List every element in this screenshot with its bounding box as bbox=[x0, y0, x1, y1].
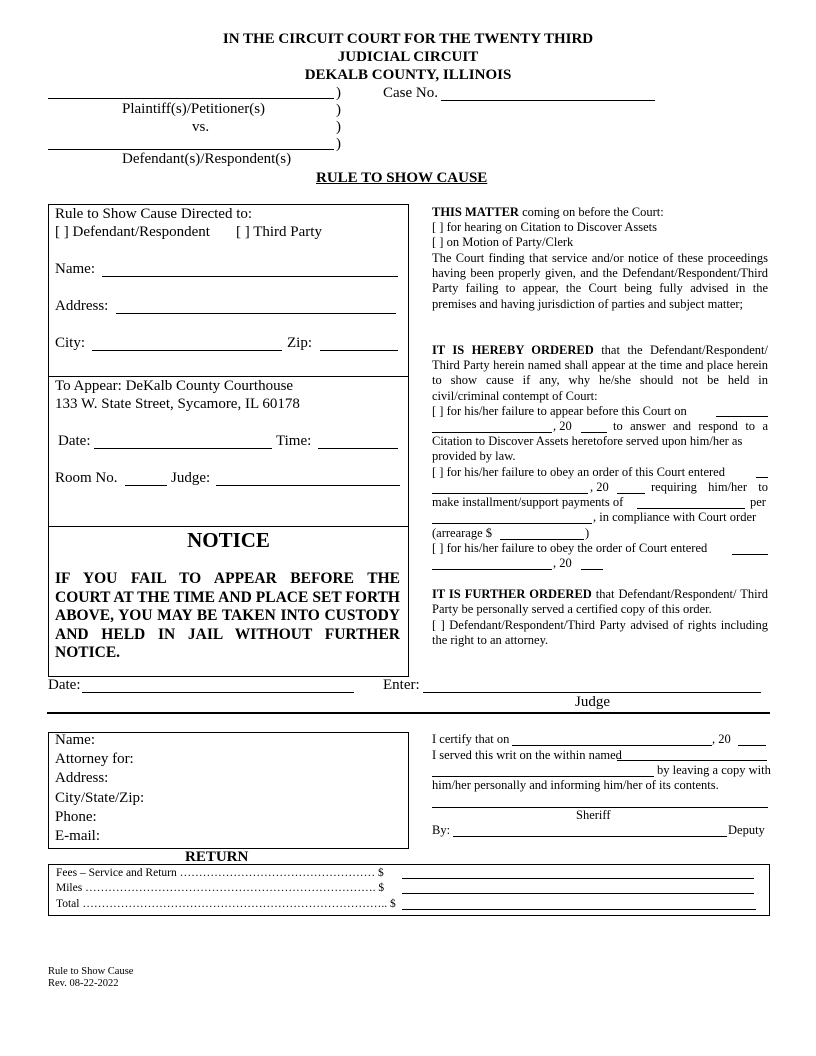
served-name-line-2[interactable] bbox=[432, 776, 654, 777]
form-title: RULE TO SHOW CAUSE bbox=[316, 170, 488, 186]
certify-label: I certify that on bbox=[432, 732, 510, 746]
fail-obey-date-line[interactable] bbox=[432, 493, 588, 494]
section-divider bbox=[47, 712, 770, 714]
fees-amount-line[interactable] bbox=[402, 878, 754, 879]
sheriff-label: Sheriff bbox=[576, 808, 611, 822]
defendant-line[interactable] bbox=[48, 149, 334, 150]
checkbox-fail-obey[interactable]: [ ] for his/her failure to obey an order of this Court entered bbox=[432, 465, 725, 479]
case-no-label: Case No. bbox=[383, 85, 438, 101]
to-answer: to answer and respond to a bbox=[613, 419, 768, 433]
divider-2 bbox=[48, 526, 409, 527]
judge-signature-line[interactable] bbox=[423, 692, 761, 693]
certify-date-line[interactable] bbox=[512, 745, 712, 746]
year-line-3[interactable] bbox=[581, 569, 603, 570]
attorney-address-label: Address: bbox=[55, 770, 109, 786]
certify-year-line[interactable] bbox=[738, 745, 766, 746]
miles-label: Miles …………………………………………………………………. bbox=[56, 882, 376, 894]
plaintiff-line[interactable] bbox=[48, 98, 334, 99]
total-dollar: $ bbox=[389, 898, 396, 910]
served-name-line[interactable] bbox=[617, 760, 767, 761]
checkbox-motion[interactable]: [ ] on Motion of Party/Clerk bbox=[432, 235, 574, 249]
fail-appear-date-line[interactable] bbox=[716, 416, 768, 417]
address-label: Address: bbox=[55, 298, 109, 314]
fail-appear-date-line-2[interactable] bbox=[432, 432, 552, 433]
compliance-text: , in compliance with Court order bbox=[593, 510, 757, 524]
zip-label: Zip: bbox=[287, 335, 312, 351]
hereby-ordered-rest: that the Defendant/Respondent/ Third Party herein named shall appear at the time and place herein to show cause if any, why he/she should not be held in civil/criminal contempt of Court: bbox=[432, 343, 769, 403]
checkbox-advised[interactable]: [ ] Defendant/Respondent/Third Party advised of rights including the right to an attorney. bbox=[432, 618, 768, 648]
checkbox-fail-appear[interactable]: [ ] for his/her failure to appear before this Court on bbox=[432, 404, 687, 418]
return-row bbox=[56, 866, 384, 881]
further-ordered-rest: that Defendant/Respondent/ Third Party be personally served a certified copy of this order. bbox=[432, 587, 768, 617]
arrearage-close: ) bbox=[585, 526, 590, 540]
checkbox-defendant[interactable]: [ ] Defendant/Respondent bbox=[55, 224, 210, 240]
return-row bbox=[56, 881, 384, 896]
attorney-name-label: Name: bbox=[55, 732, 95, 748]
judge-line[interactable] bbox=[216, 485, 400, 486]
time-label: Time: bbox=[276, 433, 312, 449]
courthouse-address: 133 W. State Street, Sycamore, IL 60178 bbox=[55, 396, 300, 412]
fail-obey-2-line[interactable] bbox=[732, 554, 768, 555]
court-title-line1: IN THE CIRCUIT COURT FOR THE TWENTY THIRD bbox=[222, 31, 594, 47]
court-title-line3: DEKALB COUNTY, ILLINOIS bbox=[304, 67, 512, 83]
per-label: per bbox=[750, 495, 766, 509]
arrearage-line[interactable] bbox=[500, 539, 584, 540]
enter-label: Enter: bbox=[383, 677, 420, 693]
vs-label: vs. bbox=[192, 119, 210, 135]
directed-label: Rule to Show Cause Directed to: bbox=[55, 206, 253, 222]
date-line[interactable] bbox=[94, 448, 272, 449]
return-row bbox=[56, 897, 396, 912]
miles-dollar: $ bbox=[378, 882, 385, 894]
sign-date-line[interactable] bbox=[82, 692, 354, 693]
fail-obey-2-date-line[interactable] bbox=[432, 569, 552, 570]
time-line[interactable] bbox=[318, 448, 398, 449]
name-line[interactable] bbox=[102, 276, 398, 277]
by-label: By: bbox=[432, 823, 451, 837]
further-ordered bbox=[432, 587, 768, 617]
make-payments: make installment/support payments of bbox=[432, 495, 624, 509]
leaving-copy: by leaving a copy with bbox=[657, 763, 771, 777]
sign-date-label: Date: bbox=[48, 677, 81, 693]
year-line-2[interactable] bbox=[617, 493, 645, 494]
checkbox-third-party[interactable]: [ ] Third Party bbox=[236, 224, 322, 240]
this-matter-bold: THIS MATTER bbox=[432, 205, 519, 219]
total-amount-line[interactable] bbox=[402, 909, 756, 910]
attorney-city-label: City/State/Zip: bbox=[55, 790, 145, 806]
miles-amount-line[interactable] bbox=[402, 893, 754, 894]
served-label: I served this writ on the within named bbox=[432, 748, 622, 762]
checkbox-hearing[interactable]: [ ] for hearing on Citation to Discover Assets bbox=[432, 220, 657, 234]
judge-label: Judge: bbox=[171, 470, 211, 486]
paren-4: ) bbox=[336, 136, 341, 152]
arrearage-label: (arrearage $ bbox=[432, 526, 493, 540]
case-no-line[interactable] bbox=[441, 100, 655, 101]
hereby-ordered bbox=[432, 343, 768, 404]
certify-twenty: , 20 bbox=[712, 732, 731, 746]
judge-caption: Judge bbox=[575, 694, 610, 710]
city-line[interactable] bbox=[92, 350, 282, 351]
payment-amount-line[interactable] bbox=[637, 508, 745, 509]
room-label: Room No. bbox=[55, 470, 118, 486]
requiring-text: requiring him/her to bbox=[651, 480, 768, 494]
deputy-label: Deputy bbox=[728, 823, 765, 837]
this-matter-rest: coming on before the Court: bbox=[522, 205, 664, 219]
zip-line[interactable] bbox=[320, 350, 398, 351]
total-label: Total …………………………………………………………………….. bbox=[56, 898, 388, 910]
paren-3: ) bbox=[336, 119, 341, 135]
footer-revision: Rev. 08-22-2022 bbox=[48, 978, 119, 989]
paren-2: ) bbox=[336, 102, 341, 118]
checkbox-fail-obey-2[interactable]: [ ] for his/her failure to obey the order of Court entered bbox=[432, 541, 708, 555]
address-line[interactable] bbox=[116, 313, 396, 314]
attorney-email-label: E-mail: bbox=[55, 828, 100, 844]
year-line-1[interactable] bbox=[581, 432, 607, 433]
room-line[interactable] bbox=[125, 485, 167, 486]
notice-title: NOTICE bbox=[187, 528, 270, 552]
plaintiff-label: Plaintiff(s)/Petitioner(s) bbox=[122, 101, 266, 117]
hereby-ordered-bold: IT IS HEREBY ORDERED bbox=[432, 343, 594, 357]
finding-text: The Court finding that service and/or notice of these proceedings having been properly given, and the Defendant/Respondent/Third Party failing to appear, the Court being fully advised in the premises and having jurisdiction of parties and subject matter; bbox=[432, 251, 768, 311]
attorney-phone-label: Phone: bbox=[55, 809, 97, 825]
fees-dollar: $ bbox=[377, 867, 384, 879]
fees-label: Fees – Service and Return …………………………………………… bbox=[56, 867, 376, 879]
personally-text: him/her personally and informing him/her of its contents. bbox=[432, 778, 719, 792]
notice-text: IF YOU FAIL TO APPEAR BEFORE THE COURT AT THE TIME AND PLACE SET FORTH ABOVE, YOU MAY BE TAKEN INTO CUSTODY AND HELD IN JAIL WITHOUT FURTHER NOTICE. bbox=[55, 570, 400, 661]
comma-twenty-2: , 20 bbox=[590, 480, 609, 494]
appear-label: To Appear: DeKalb County Courthouse bbox=[55, 378, 294, 394]
footer-form-name: Rule to Show Cause bbox=[48, 966, 134, 977]
comma-twenty-1: , 20 bbox=[553, 419, 572, 433]
fail-obey-line[interactable] bbox=[756, 477, 768, 478]
attorney-for-label: Attorney for: bbox=[55, 751, 134, 767]
name-label: Name: bbox=[55, 261, 95, 277]
divider-1 bbox=[48, 376, 409, 377]
date-label: Date: bbox=[58, 433, 91, 449]
per-period-line[interactable] bbox=[432, 523, 592, 524]
period-twenty: , 20 bbox=[553, 556, 572, 570]
this-matter-line bbox=[432, 205, 768, 220]
paren-1: ) bbox=[336, 85, 341, 101]
citation-text: Citation to Discover Assets heretofore served upon him/her as provided by law. bbox=[432, 434, 743, 464]
defendant-label: Defendant(s)/Respondent(s) bbox=[122, 151, 292, 167]
deputy-line[interactable] bbox=[453, 836, 727, 837]
return-title: RETURN bbox=[185, 849, 249, 865]
further-ordered-bold: IT IS FURTHER ORDERED bbox=[432, 587, 592, 601]
court-title-line2: JUDICIAL CIRCUIT bbox=[337, 49, 479, 65]
city-label: City: bbox=[55, 335, 86, 351]
